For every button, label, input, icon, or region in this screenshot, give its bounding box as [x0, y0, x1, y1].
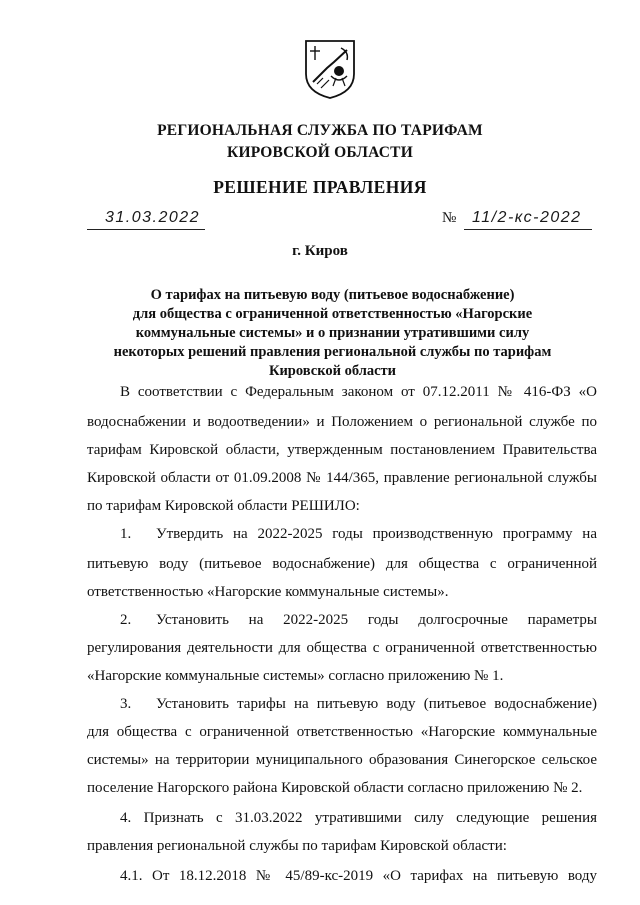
item-1-line: ответственностью «Нагорские коммунальные системы». — [87, 584, 449, 600]
item-4-line: правления региональной службы по тарифам Кировской области: — [87, 838, 507, 854]
item-3-number: 3. — [120, 696, 132, 712]
item-2-line: «Нагорские коммунальные системы» согласно приложению № 1. — [87, 668, 504, 684]
issuing-organization — [0, 120, 640, 164]
org-line-2: КИРОВСКОЙ ОБЛАСТИ — [227, 144, 413, 161]
item-3-text: Установить тарифы на питьевую воду (питьевое водоснабжение) — [156, 696, 597, 712]
item-2-first-line — [87, 608, 597, 632]
preamble-line: тарифам Кировской области, утвержденным постановлением Правительства — [87, 442, 597, 458]
preamble-line: В соответствии с Федеральным законом от 07.12.2011 № 416-ФЗ «О — [120, 384, 597, 400]
item-1-text: Утвердить на 2022-2025 годы производственную программу на — [156, 526, 597, 542]
preamble-line: по тарифам Кировской области РЕШИЛО: — [87, 498, 360, 514]
subject-line: Кировской области — [268, 363, 397, 379]
decision-date-field — [87, 205, 205, 230]
decision-number-field — [442, 207, 592, 231]
item-2-line: регулирования деятельности для общества с ограниченной ответственностью — [87, 640, 597, 656]
item-3-first-line — [87, 692, 597, 716]
item-1-number: 1. — [120, 526, 132, 542]
preamble-line: Кировской области от 01.09.2008 № 144/365, правление региональной службы — [87, 470, 597, 486]
subject-line: некоторых решений правления региональной службы по тарифам — [113, 344, 552, 360]
item-2-number: 2. — [120, 612, 132, 628]
number-sign: № — [442, 210, 457, 226]
item-4-1-line: 4.1. От 18.12.2018 № 45/89-кс-2019 «О тарифах на питьевую воду — [120, 868, 597, 884]
item-1-first-line — [87, 522, 597, 546]
item-1-line: питьевую воду (питьевое водоснабжение) для общества с ограниченной — [87, 556, 597, 572]
item-2-text: Установить на 2022-2025 годы долгосрочные параметры — [156, 612, 597, 628]
document-type: РЕШЕНИЕ ПРАВЛЕНИЯ — [213, 177, 427, 197]
document-subject — [110, 286, 555, 381]
decision-number: 11/2-кс-2022 — [472, 209, 582, 226]
kirov-coat-of-arms-icon — [303, 38, 357, 100]
preamble-line: водоснабжении и водоотведении» и Положением о региональной службе по — [87, 414, 597, 430]
subject-line: для общества с ограниченной ответственностью «Нагорские — [132, 306, 533, 322]
subject-line: О тарифах на питьевую воду (питьевое водоснабжение) — [150, 287, 515, 303]
number-underline — [464, 207, 592, 230]
decision-date: 31.03.2022 — [105, 209, 201, 226]
item-4-line: 4. Признать с 31.03.2022 утратившими силу следующие решения — [120, 810, 597, 826]
city: г. Киров — [292, 243, 348, 259]
item-3-line: системы» на территории муниципального образования Синегорское сельское — [87, 752, 597, 768]
org-line-1: РЕГИОНАЛЬНАЯ СЛУЖБА ПО ТАРИФАМ — [157, 122, 483, 139]
subject-line: коммунальные системы» и о признании утратившими силу — [135, 325, 530, 341]
item-3-line: поселение Нагорского района Кировской области согласно приложению № 2. — [87, 780, 583, 796]
item-3-line: для общества с ограниченной ответственностью «Нагорские коммунальные — [87, 724, 597, 740]
